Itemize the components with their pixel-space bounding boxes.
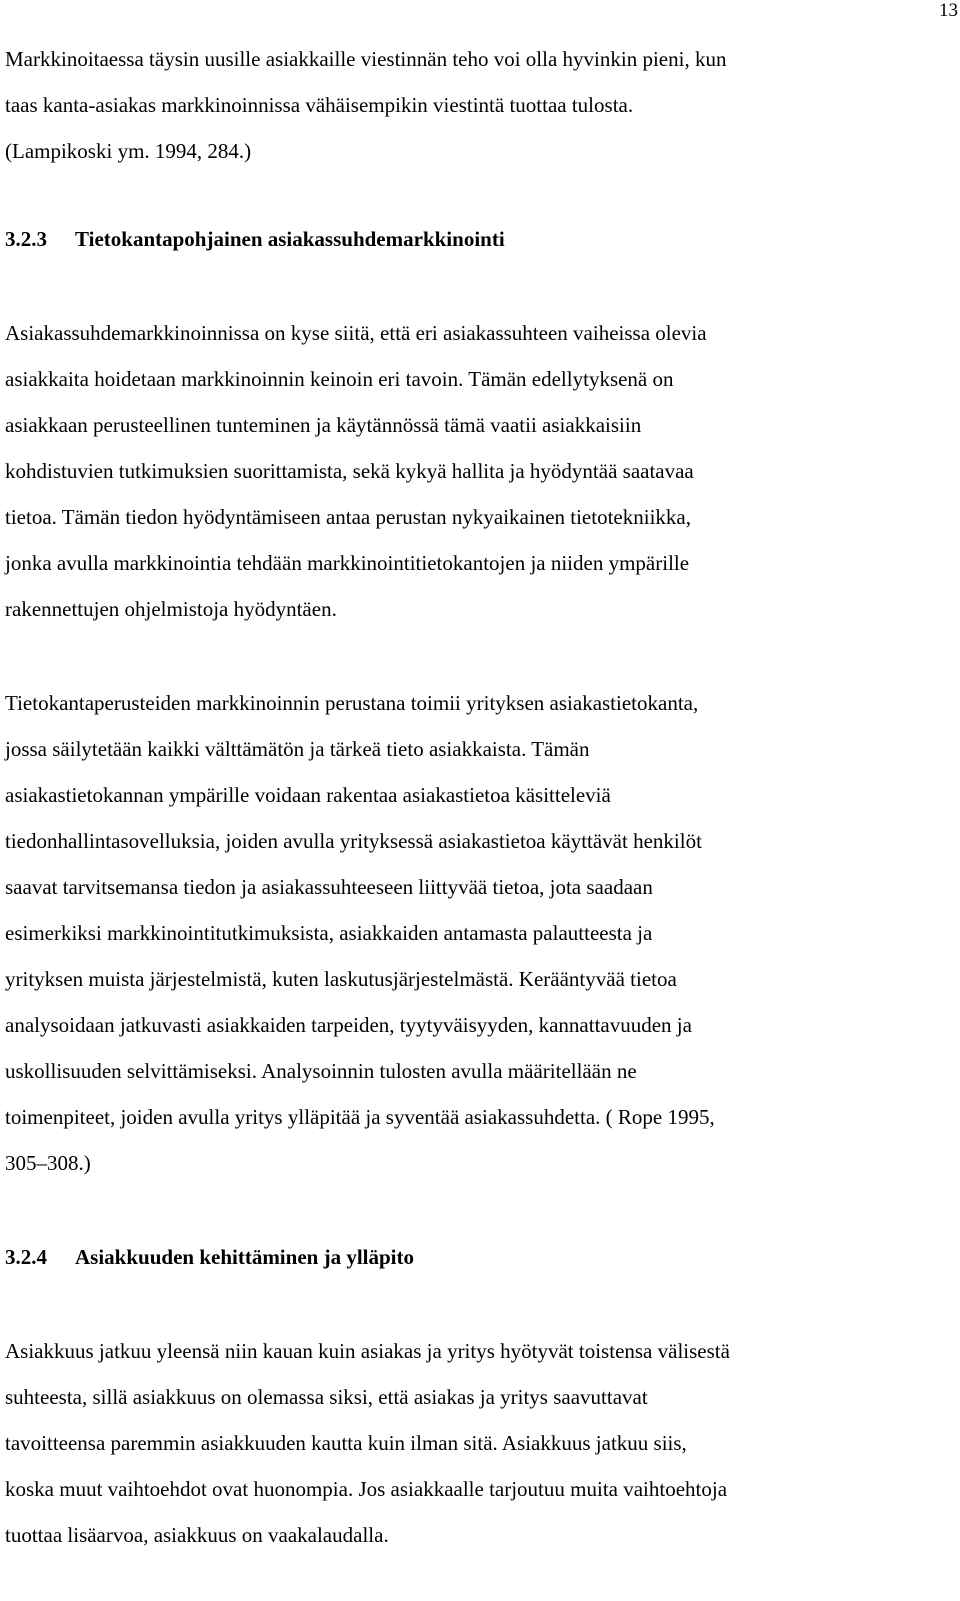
document-body	[5, 36, 945, 1558]
text-line: rakennettujen ohjelmistoja hyödyntäen.	[5, 597, 337, 621]
text-line: esimerkiksi markkinointitutkimuksista, asiakkaiden antamasta palautteesta ja	[5, 921, 653, 945]
text-line: (Lampikoski ym. 1994, 284.)	[5, 139, 252, 163]
text-line: taas kanta-asiakas markkinoinnissa vähäisempikin viestintä tuottaa tulosta.	[5, 93, 634, 117]
text-line: Asiakassuhdemarkkinoinnissa on kyse siitä, että eri asiakassuhteen vaiheissa olevia	[5, 321, 707, 345]
text-line: koska muut vaihtoehdot ovat huonompia. Jos asiakkaalle tarjoutuu muita vaihtoehtoja	[5, 1477, 728, 1501]
section-title: Tietokantapohjainen asiakassuhdemarkkinointi	[75, 227, 505, 251]
text-line: tavoitteensa paremmin asiakkuuden kautta kuin ilman sitä. Asiakkuus jatkuu siis,	[5, 1431, 687, 1455]
text-line: saavat tarvitsemansa tiedon ja asiakassuhteeseen liittyvää tietoa, jota saadaan	[5, 875, 653, 899]
text-line: asiakkaita hoidetaan markkinoinnin keinoin eri tavoin. Tämän edellytyksenä on	[5, 367, 674, 391]
text-line: tietoa. Tämän tiedon hyödyntämiseen antaa perustan nykyaikainen tietotekniikka,	[5, 505, 691, 529]
paragraph	[5, 680, 945, 1186]
text-line: uskollisuuden selvittämiseksi. Analysoinnin tulosten avulla määritellään ne	[5, 1059, 637, 1083]
text-line: asiakastietokannan ympärille voidaan rakentaa asiakastietoa käsitteleviä	[5, 783, 611, 807]
section-title: Asiakkuuden kehittäminen ja ylläpito	[75, 1245, 414, 1269]
paragraph	[5, 310, 945, 632]
text-line: Asiakkuus jatkuu yleensä niin kauan kuin asiakas ja yritys hyötyvät toistensa välisestä	[5, 1339, 730, 1363]
intro-paragraph	[5, 36, 945, 174]
section-number: 3.2.4	[5, 1245, 47, 1269]
text-line: asiakkaan perusteellinen tunteminen ja käytännössä tämä vaatii asiakkaisiin	[5, 413, 642, 437]
text-line: suhteesta, sillä asiakkuus on olemassa siksi, että asiakas ja yritys saavuttavat	[5, 1385, 648, 1409]
text-line: kohdistuvien tutkimuksien suorittamista, sekä kykyä hallita ja hyödyntää saatavaa	[5, 459, 694, 483]
page-number: 13	[939, 0, 958, 21]
text-line: jossa säilytetään kaikki välttämätön ja tärkeä tieto asiakkaista. Tämän	[5, 737, 590, 761]
text-line: Markkinoitaessa täysin uusille asiakkaille viestinnän teho voi olla hyvinkin pieni, kun	[5, 47, 727, 71]
paragraph	[5, 1328, 945, 1558]
section-number: 3.2.3	[5, 227, 47, 251]
text-line: toimenpiteet, joiden avulla yritys ylläpitää ja syventää asiakassuhdetta. ( Rope 1995,	[5, 1105, 715, 1129]
text-line: tiedonhallintasovelluksia, joiden avulla yrityksessä asiakastietoa käyttävät henkilöt	[5, 829, 702, 853]
text-line: Tietokantaperusteiden markkinoinnin perustana toimii yrityksen asiakastietokanta,	[5, 691, 699, 715]
text-line: 305–308.)	[5, 1151, 91, 1175]
text-line: analysoidaan jatkuvasti asiakkaiden tarpeiden, tyytyväisyyden, kannattavuuden ja	[5, 1013, 692, 1037]
section-heading-3-2-4	[5, 1234, 945, 1280]
text-line: yrityksen muista järjestelmistä, kuten laskutusjärjestelmästä. Kerääntyvää tietoa	[5, 967, 677, 991]
text-line: jonka avulla markkinointia tehdään markkinointitietokantojen ja niiden ympärille	[5, 551, 690, 575]
section-heading-3-2-3	[5, 216, 945, 262]
text-line: tuottaa lisäarvoa, asiakkuus on vaakalaudalla.	[5, 1523, 389, 1547]
